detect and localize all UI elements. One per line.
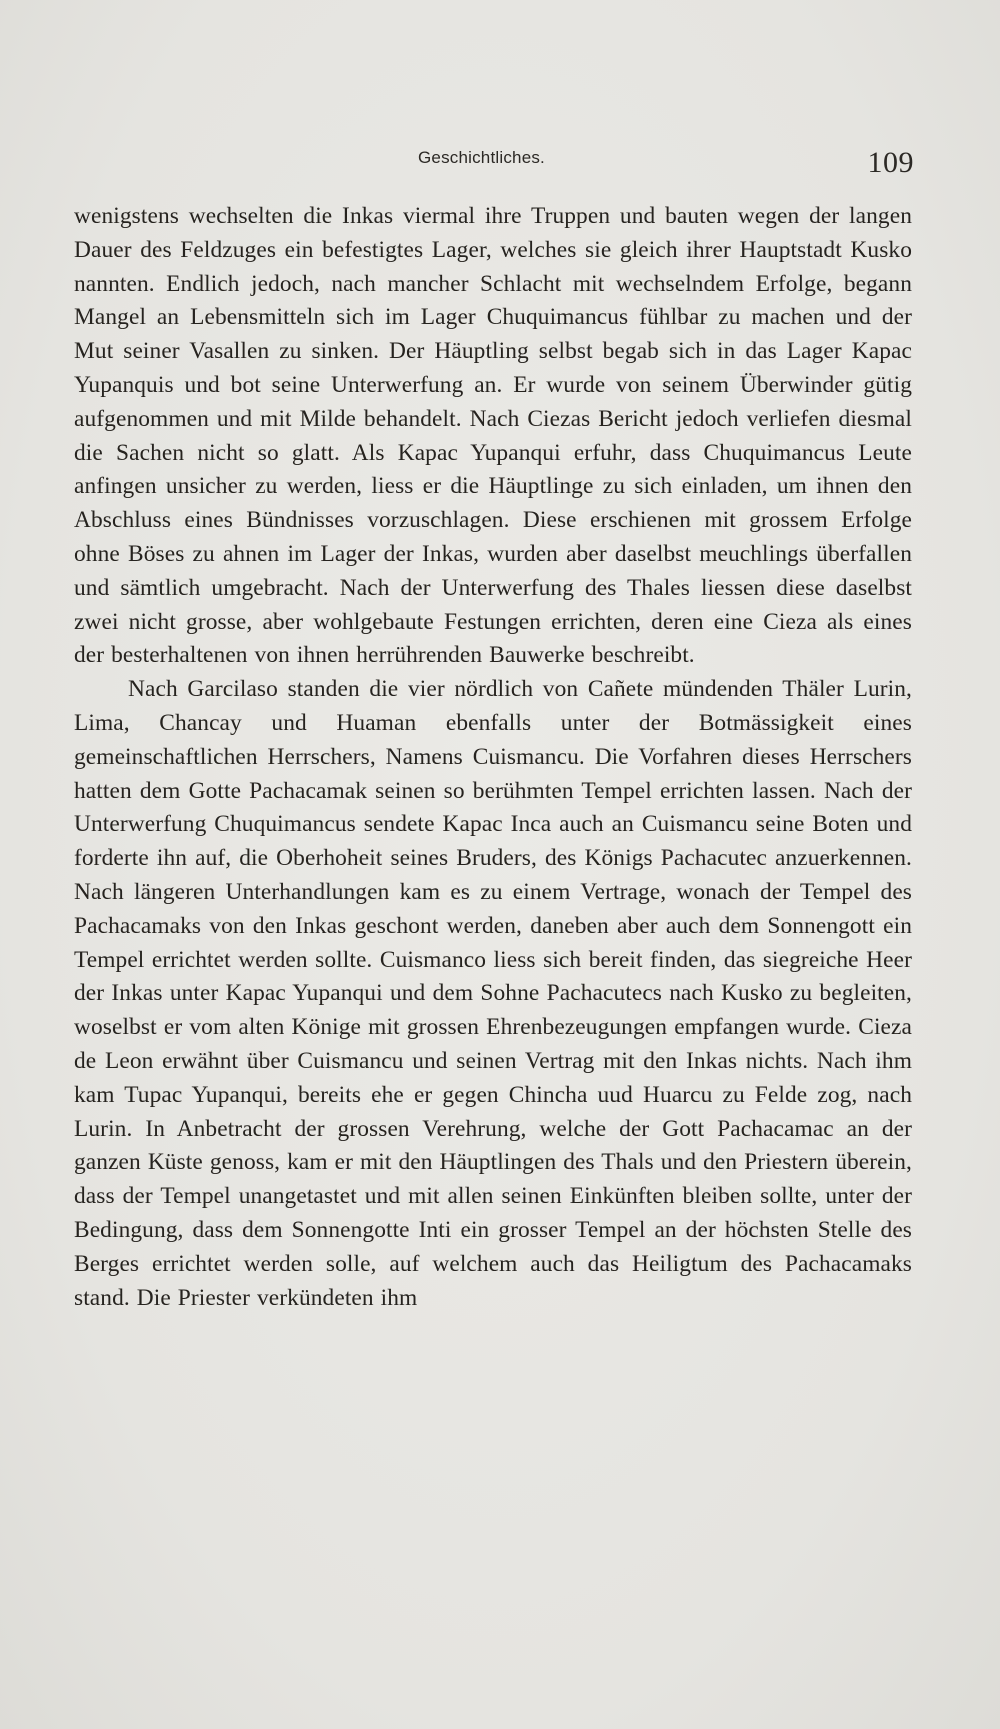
- paragraph-garcilaso: Nach Garcilaso standen die vier nördlich von Cañete mündenden Thäler Lurin, Lima, Chancay und Huaman ebenfalls unter der Botmässigkeit eines gemeinschaftlichen Herrschers, Namens Cuismancu. Die Vorfahren dieses Herrschers hatten dem Gotte Pachacamak seinen so berühmten Tempel errichten lassen. Nach der Unterwerfung Chuquimancus sendete Kapac Inca auch an Cuismancu seine Boten und forderte ihn auf, die Oberhoheit seines Bruders, des Königs Pachacutec anzuerkennen. Nach längeren Unterhandlungen kam es zu einem Vertrage, wonach der Tempel des Pachacamaks von den Inkas geschont werden, daneben aber auch dem Sonnengott ein Tempel errichtet werden sollte. Cuismanco liess sich bereit finden, das siegreiche Heer der Inkas unter Kapac Yupanqui und dem Sohne Pachacutecs nach Kusko zu begleiten, woselbst er vom alten Könige mit grossen Ehrenbezeugungen empfangen wurde. Cieza de Leon erwähnt über Cuismancu und seinen Vertrag mit den Inkas nichts. Nach ihm kam Tupac Yupanqui, bereits ehe er gegen Chincha uud Huarcu zu Felde zog, nach Lurin. In Anbetracht der grossen Verehrung, welche der Gott Pachacamac an der ganzen Küste genoss, kam er mit den Häuptlingen des Thals und den Priestern überein, dass der Tempel unangetastet und mit allen seinen Einkünften bleiben sollte, unter der Bedingung, dass dem Sonnengotte Inti ein grosser Tempel an der höchsten Stelle des Berges errichtet werden solle, auf welchem auch das Heiligtum des Pachacamaks stand. Die Priester verkündeten ihm: [74, 676, 912, 1311]
- page-number: 109: [867, 146, 914, 179]
- running-head-title: Geschichtliches.: [418, 148, 545, 167]
- body-text: [74, 200, 912, 1315]
- paragraph-continuation: wenigstens wechselten die Inkas viermal ihre Truppen und bauten wegen der langen Dauer des Feldzuges ein befestigtes Lager, welches sie gleich ihrer Hauptstadt Kusko nannten. Endlich jedoch, nach mancher Schlacht mit wechselndem Erfolge, begann Mangel an Lebensmitteln sich im Lager Chuquimancus fühlbar zu machen und der Mut seiner Vasallen zu sinken. Der Häuptling selbst begab sich in das Lager Kapac Yupanquis und bot seine Unterwerfung an. Er wurde von seinem Überwinder gütig aufgenommen und mit Milde behandelt. Nach Ciezas Bericht jedoch verliefen diesmal die Sachen nicht so glatt. Als Kapac Yupanqui erfuhr, dass Chuquimancus Leute anfingen unsicher zu werden, liess er die Häuptlinge zu sich einladen, um ihnen den Abschluss eines Bündnisses vorzuschlagen. Diese erschienen mit grossem Erfolge ohne Böses zu ahnen im Lager der Inkas, wurden aber daselbst meuchlings überfallen und sämtlich umgebracht. Nach der Unterwerfung des Thales liessen diese daselbst zwei nicht grosse, aber wohlgebaute Festungen errichten, deren eine Cieza als eines der besterhaltenen von ihnen herrührenden Bauwerke beschreibt.: [74, 203, 912, 669]
